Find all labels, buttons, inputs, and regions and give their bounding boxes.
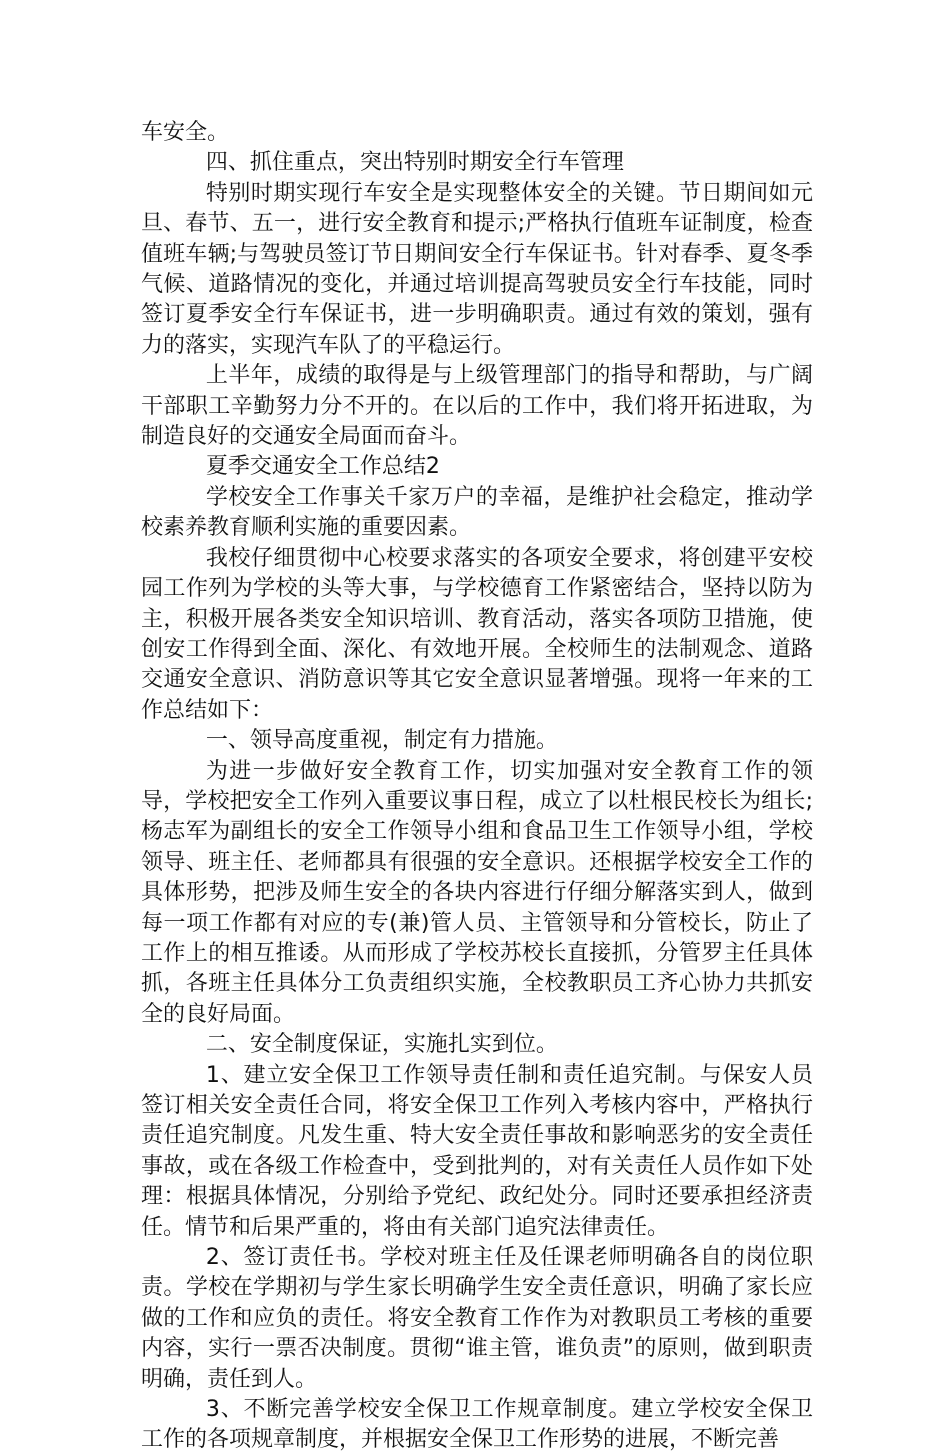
section-heading-2: 二、安全制度保证，实施扎实到位。 [205, 1032, 558, 1058]
section-heading-4: 四、抓住重点，突出特别时期安全行车管理 [205, 150, 624, 176]
document-title-2: 夏季交通安全工作总结2 [205, 454, 440, 480]
paragraph-9: 为进一步做好安全教育工作，切实加强对安全教育工作的领导，学校把安全工作列入重要议事日程，成立了以杜根民校长为组长;杨志军为副组长的安全工作领导小组和食品卫生工作领导小组，学校领导、班主任、老师都具有很强的安全意识。还根据学校安全工作的具体形势，把涉及师生安全的各块内容进行仔细分解落实到人，做到每一项工作都有对应的专(兼)管人员、主管领导和分管校长，防止了工作上的相互推诿。从而形成了学校苏校长直接抓，分管罗主任具体抓，各班主任具体分工负责组织实施，全校教职员工齐心协力共抓安全的良好局面。 [141, 758, 813, 1027]
paragraph-13: 3、不断完善学校安全保卫工作规章制度。建立学校安全保卫工作的各项规章制度，并根据安全保卫工作形势的进展，不断完善 [141, 1397, 813, 1453]
paragraph-7: 我校仔细贯彻中心校要求落实的各项安全要求，将创建平安校园工作列为学校的头等大事，与学校德育工作紧密结合，坚持以防为主，积极开展各类安全知识培训、教育活动，落实各项防卫措施，使创安工作得到全面、深化、有效地开展。全校师生的法制观念、道路交通安全意识、消防意识等其它安全意识显著增强。现将一年来的工作总结如下： [141, 545, 813, 723]
paragraph-3: 特别时期实现行车安全是实现整体安全的关键。节日期间如元旦、春节、五一，进行安全教育和提示;严格执行值班车证制度，检查值班车辆;与驾驶员签订节日期间安全行车保证书。针对春季、夏冬季气候、道路情况的变化，并通过培训提高驾驶员安全行车技能，同时签订夏季安全行车保证书，进一步明确职责。通过有效的策划，强有力的落实，实现汽车队了的平稳运行。 [141, 180, 813, 358]
paragraph-11: 1、建立安全保卫工作领导责任制和责任追究制。与保安人员签订相关安全责任合同，将安全保卫工作列入考核内容中，严格执行责任追究制度。凡发生重、特大安全责任事故和影响恶劣的安全责任事故，或在各级工作检查中，受到批判的，对有关责任人员作如下处理：根据具体情况，分别给予党纪、政纪处分。同时还要承担经济责任。情节和后果严重的，将由有关部门追究法律责任。 [141, 1062, 813, 1240]
paragraph-1: 车安全。 [141, 120, 230, 145]
paragraph-12: 2、签订责任书。学校对班主任及任课老师明确各自的岗位职责。学校在学期初与学生家长明确学生安全责任意识，明确了家长应做的工作和应负的责任。将安全教育工作作为对教职员工考核的重要内容，实行一票否决制度。贯彻“谁主管，谁负责”的原则，做到职责明确，责任到人。 [141, 1245, 813, 1392]
paragraph-6: 学校安全工作事关千家万户的幸福，是维护社会稳定，推动学校素养教育顺利实施的重要因素。 [141, 484, 813, 541]
section-heading-1: 一、领导高度重视，制定有力措施。 [205, 728, 558, 754]
paragraph-4: 上半年，成绩的取得是与上级管理部门的指导和帮助，与广阔干部职工辛勤努力分不开的。在以后的工作中，我们将开拓进取，为制造良好的交通安全局面而奋斗。 [141, 363, 813, 450]
document-body [141, 118, 813, 1456]
